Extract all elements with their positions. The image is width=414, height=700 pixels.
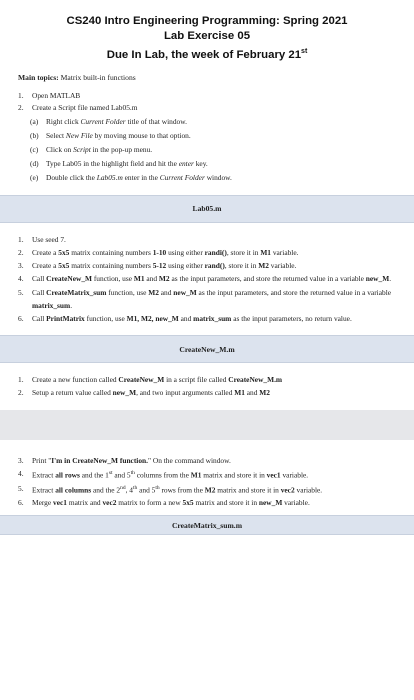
list-item: 3. Print "I'm in CreateNew_M function." On the command window. <box>18 455 231 465</box>
main-topics-label: Main topics: <box>18 72 59 82</box>
list-item: 2. Create a Script file named Lab05.m <box>18 103 138 113</box>
list-item: 2. Setup a return value called new_M, and two input arguments called M1 and M2 <box>18 388 270 398</box>
list-item: 6. Merge vec1 matrix and vec2 matrix to form a new 5x5 matrix and store it in new_M variable. <box>18 498 310 508</box>
document-header <box>0 0 414 63</box>
list-item: 2. Create a 5x5 matrix containing numbers 1-10 using either randi(), store it in M1 variable. <box>18 248 299 257</box>
main-topics-text: Matrix built-in functions <box>60 72 136 82</box>
substep-item: (e) Double click the Lab05.m enter in the Current Folder window. <box>30 172 232 182</box>
section-banner-creatematrix <box>0 515 414 535</box>
list-item: 1. Create a new function called CreateNew_M in a script file called CreateNew_M.m <box>18 375 283 385</box>
substep-item: (b) Select New File by moving mouse to that option. <box>30 130 191 140</box>
list-item: 4. Extract all rows and the 1st and 5th columns from the M1 matrix and store it in vec1 variable. <box>18 468 309 480</box>
createnew-steps-continued <box>0 454 414 510</box>
section-title: CreateNew_M.m <box>179 344 235 354</box>
section-banner-lab05 <box>0 195 414 223</box>
list-item: 6. Call PrintMatrix function, use M1, M2, new_M and matrix_sum as the input parameters, no return value. <box>18 314 352 324</box>
list-item: 1. Open MATLAB <box>18 90 81 100</box>
section-title: CreateMatrix_sum.m <box>171 520 243 530</box>
lab05-steps <box>0 233 414 325</box>
substep-item: (a) Right click Current Folder title of that window. <box>30 116 187 126</box>
substep-item: (c) Click on Script in the pop-up menu. <box>30 144 153 154</box>
list-item: 4. Call CreateNew_M function, use M1 and M2 as the input parameters, and store the returned value in a variable new_M. <box>18 274 392 284</box>
section-banner-createnew <box>0 335 414 363</box>
due-date: Due In Lab, the week of February 21st <box>106 48 308 61</box>
substeps-list <box>18 115 402 185</box>
steps-list <box>0 90 414 185</box>
main-topics <box>0 73 414 82</box>
list-item: 3. Create a 5x5 matrix containing numbers 5-12 using either rand(), store it in M2 variable. <box>18 261 297 271</box>
lab-title: Lab Exercise 05 <box>163 30 251 42</box>
createnew-steps <box>0 373 414 399</box>
list-item: 5. Call CreateMatrix_sum function, use M2 and new_M as the input parameters, and store the returned value in a variable matrix_sum. <box>18 287 392 310</box>
course-title: CS240 Intro Engineering Programming: Spring 2021 <box>66 15 348 27</box>
list-item: 5. Extract all columns and the 2nd, 4th and 5th rows from the M2 matrix and store it in vec2 variable. <box>18 483 323 494</box>
substep-item: (d) Type Lab05 in the highlight field and hit the enter key. <box>30 158 208 168</box>
section-title: Lab05.m <box>192 204 222 214</box>
list-item: 1. Use seed 7. <box>18 234 66 244</box>
page-break <box>0 410 414 440</box>
